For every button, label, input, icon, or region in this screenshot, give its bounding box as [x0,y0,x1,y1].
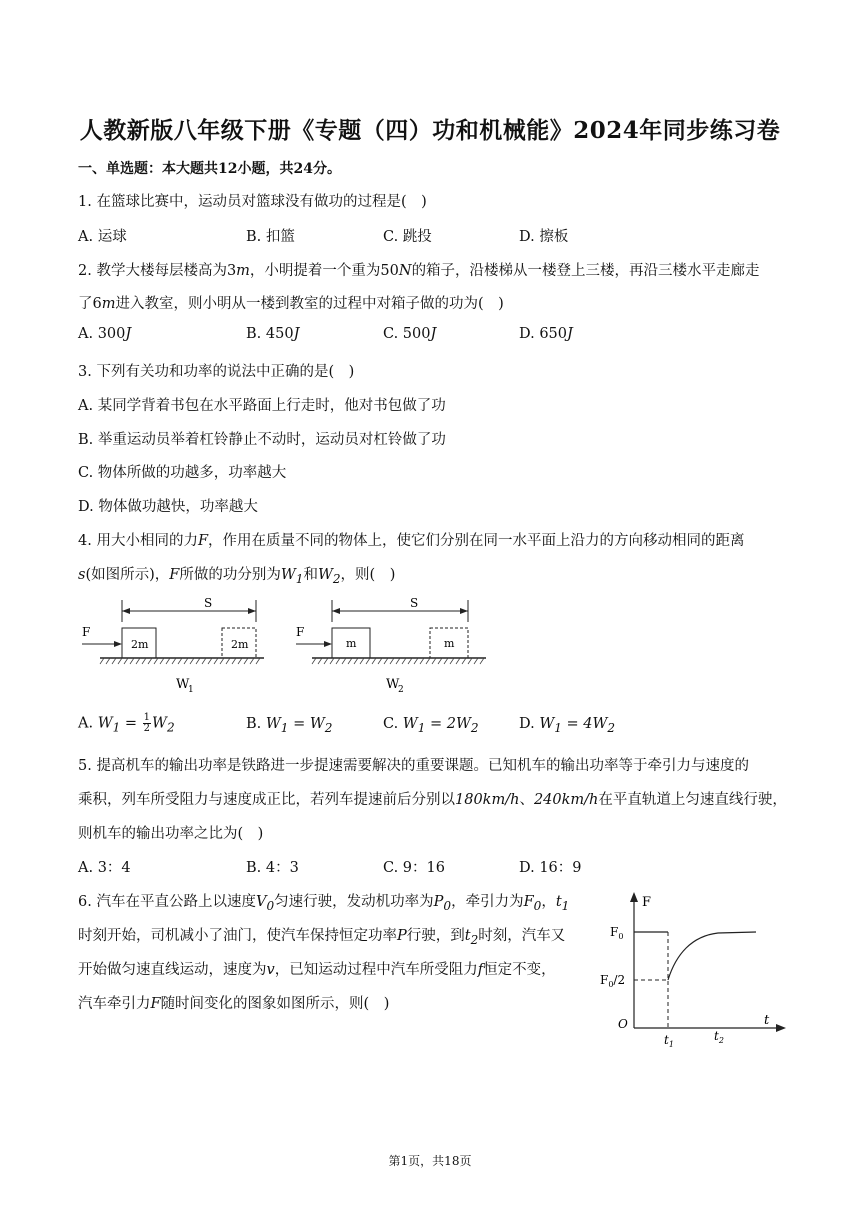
q6-t2-label: $t_2$ [714,1029,724,1045]
q6-y-axis-label: F [642,895,652,910]
q5-option-b: B. 4：3 [246,860,299,876]
q6-curve-recovery [668,932,756,980]
q3-option-d: D. 物体做功越快，功率越大 [78,499,258,515]
q4-left-caption: W [176,677,190,692]
q1-option-d: D. 擦板 [519,229,569,245]
q2-option-c: C. 500J [383,326,437,342]
q5-option-a: A. 3：4 [78,860,131,876]
q6-stem-line3: 开始做匀速直线运动，速度为v，已知运动过程中汽车所受阻力f恒定不变， [78,962,556,978]
q2-stem-line1: 2. 教学大楼每层楼高为3m，小明提着一个重为50N的箱子，沿楼梯从一楼登上三楼，再沿三楼水平走廊走 [78,263,760,279]
q4-stem-line2: s(如图所示)，F所做的功分别为$W_1$和$W_2$，则( ) [78,567,396,586]
q4-figure-right [292,596,492,696]
q4-right-force-label: F [296,625,305,639]
q4-left-block-label: 2m [131,638,149,651]
q6-high-level-label: $F_0$ [610,925,624,941]
q6-origin-label: O [618,1017,628,1031]
q1-option-c: C. 跳投 [383,229,432,245]
page-footer: 第1页，共18页 [388,1154,472,1168]
q4-left-ghost-label: 2m [231,638,249,651]
q4-left-ground-hatch [100,658,260,664]
q2-option-b: B. 450J [246,326,300,342]
q4-right-ghost-label: m [444,637,455,650]
q5-option-c: C. 9：16 [383,860,445,876]
q4-option-a: A. $W_1$ = $\frac{1}{2}$ $W_2$ [78,712,175,735]
q2-option-d: D. 650J [519,326,573,342]
q4-figure-left [78,596,268,696]
q4-option-b: B. $W_1 = W_2$ [246,716,333,735]
q6-low-level-label: $F_0/2$ [600,973,626,989]
q5-stem-line1: 5. 提高机车的输出功率是铁路进一步提速需要解决的重要课题。已知机车的输出功率等于牵引力与速度的 [78,758,749,774]
q3-option-c: C. 物体所做的功越多，功率越大 [78,465,287,481]
q1-option-b: B. 扣篮 [246,229,295,245]
q4-right-distance-label: S [410,596,419,610]
q4-option-d: D. $W_1 = 4W_2$ [519,716,616,735]
q1-option-a: A. 运球 [78,229,127,245]
q6-stem-line2: 时刻开始，司机减小了油门，使汽车保持恒定功率P行驶，到$t_2$时刻，汽车又 [78,928,566,947]
page-title: 人教新版八年级下册《专题（四）功和机械能》2024年同步练习卷 [79,117,781,144]
q5-option-d: D. 16：9 [519,860,582,876]
q4-option-c: C. $W_1 = 2W_2$ [383,716,479,735]
q5-stem-line2: 乘积，列车所受阻力与速度成正比，若列车提速前后分别以180km/h、240km/h在平直轨道上匀速直线行驶， [78,792,787,808]
section-heading: 一、单选题：本大题共12小题，共24分。 [78,161,341,177]
q6-force-time-graph [596,884,796,1054]
q4-right-caption: W [386,677,400,692]
q6-x-axis-label: t [764,1013,770,1028]
q1-stem: 1. 在篮球比赛中，运动员对篮球没有做功的过程是( ) [78,194,427,210]
q2-option-a: A. 300J [78,326,132,342]
q6-stem-line4: 汽车牵引力F随时间变化的图象如图所示，则( ) [78,996,390,1012]
q6-t1-label: $t_1$ [664,1033,674,1049]
q4-left-force-label: F [82,625,91,639]
q4-right-caption-sub: 2 [398,685,404,695]
q4-left-caption-sub: 1 [188,685,194,695]
q6-stem-line1: 6. 汽车在平直公路上以速度$V_0$匀速行驶，发动机功率为$P_0$，牵引力为$F_0$，$t_1$ [78,894,570,913]
q3-option-b: B. 举重运动员举着杠铃静止不动时，运动员对杠铃做了功 [78,432,446,448]
q4-right-block-label: m [346,637,357,650]
q4-right-ground-hatch [312,658,484,664]
q2-stem-line2: 了6m进入教室，则小明从一楼到教室的过程中对箱子做的功为( ) [78,296,504,312]
q4-stem-line1: 4. 用大小相同的力F，作用在质量不同的物体上，使它们分别在同一水平面上沿力的方向移动相同的距离 [78,533,745,549]
q3-option-a: A. 某同学背着书包在水平路面上行走时，他对书包做了功 [78,398,446,414]
q5-stem-line3: 则机车的输出功率之比为( ) [78,826,264,842]
q4-left-distance-label: S [204,596,213,610]
q3-stem: 3. 下列有关功和功率的说法中正确的是( ) [78,364,355,380]
